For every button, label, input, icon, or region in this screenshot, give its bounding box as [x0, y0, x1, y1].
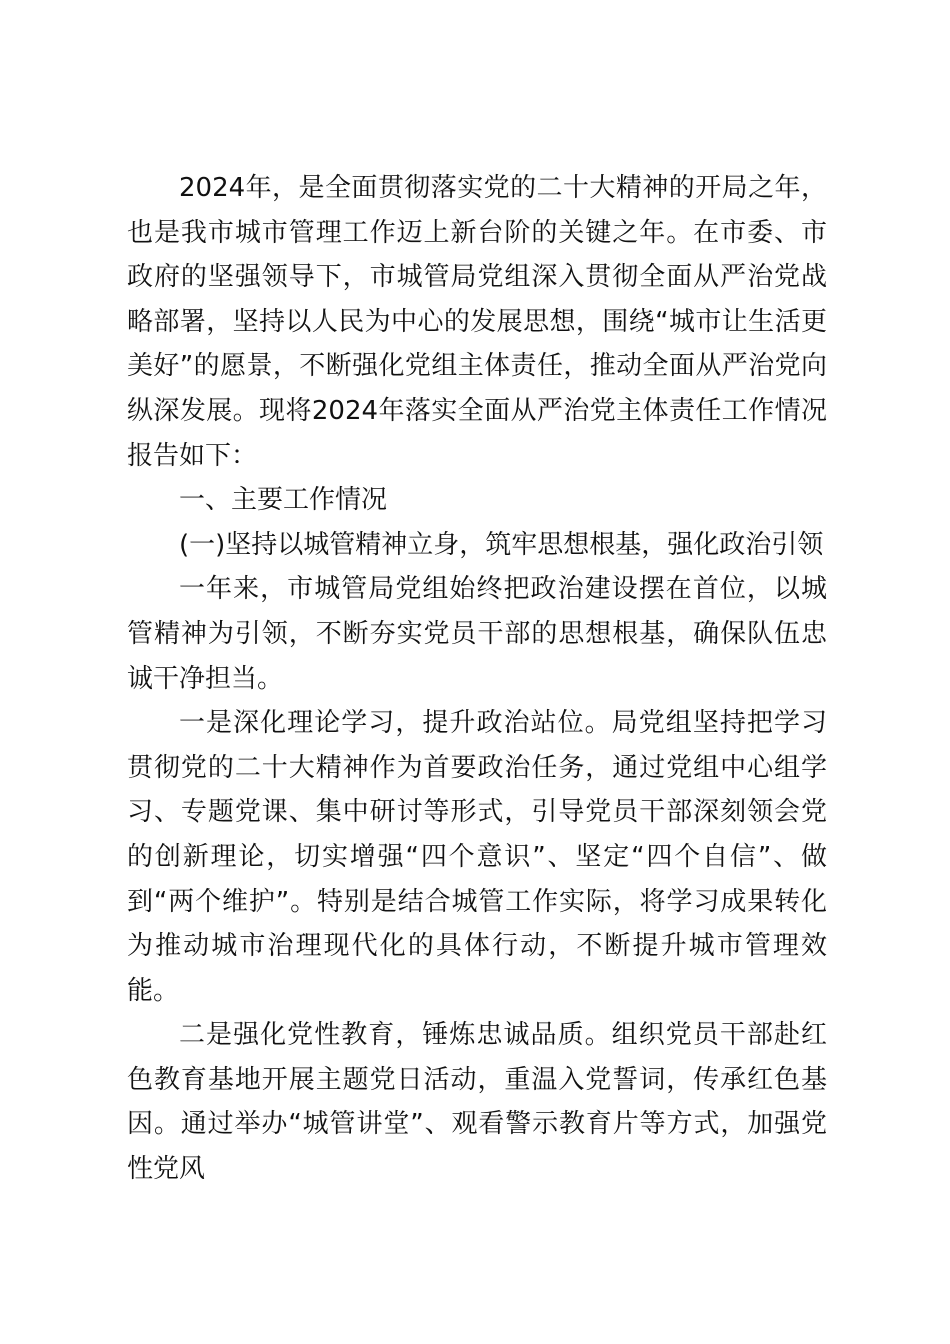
- paragraph-point-two: 二是强化党性教育，锤炼忠诚品质。组织党员干部赴红色教育基地开展主题党日活动，重温入党誓词，传承红色基因。通过举办“城管讲堂”、观看警示教育片等方式，加强党性党风: [127, 1020, 827, 1185]
- document-body: [127, 166, 827, 1192]
- paragraph-overview: 一年来，市城管局党组始终把政治建设摆在首位，以城管精神为引领，不断夯实党员干部的思想根基，确保队伍忠诚干净担当。: [127, 574, 827, 694]
- subsection-heading: (一)坚持以城管精神立身，筑牢思想根基，强化政治引领: [179, 529, 824, 560]
- paragraph-point-one: 一是深化理论学习，提升政治站位。局党组坚持把学习贯彻党的二十大精神作为首要政治任务，通过党组中心组学习、专题党课、集中研讨等形式，引导党员干部深刻领会党的创新理论，切实增强“四个意识”、坚定“四个自信”、做到“两个维护”。特别是结合城管工作实际，将学习成果转化为推动城市治理现代化的具体行动，不断提升城市管理效能。: [127, 708, 827, 1006]
- paragraph-intro: 2024年，是全面贯彻落实党的二十大精神的开局之年，也是我市城市管理工作迈上新台阶的关键之年。在市委、市政府的坚强领导下，市城管局党组深入贯彻全面从严治党战略部署，坚持以人民为中心的发展思想，围绕“城市让生活更美好”的愿景，不断强化党组主体责任，推动全面从严治党向纵深发展。现将2024年落实全面从严治党主体责任工作情况报告如下：: [127, 173, 827, 471]
- section-heading: 一、主要工作情况: [179, 485, 388, 516]
